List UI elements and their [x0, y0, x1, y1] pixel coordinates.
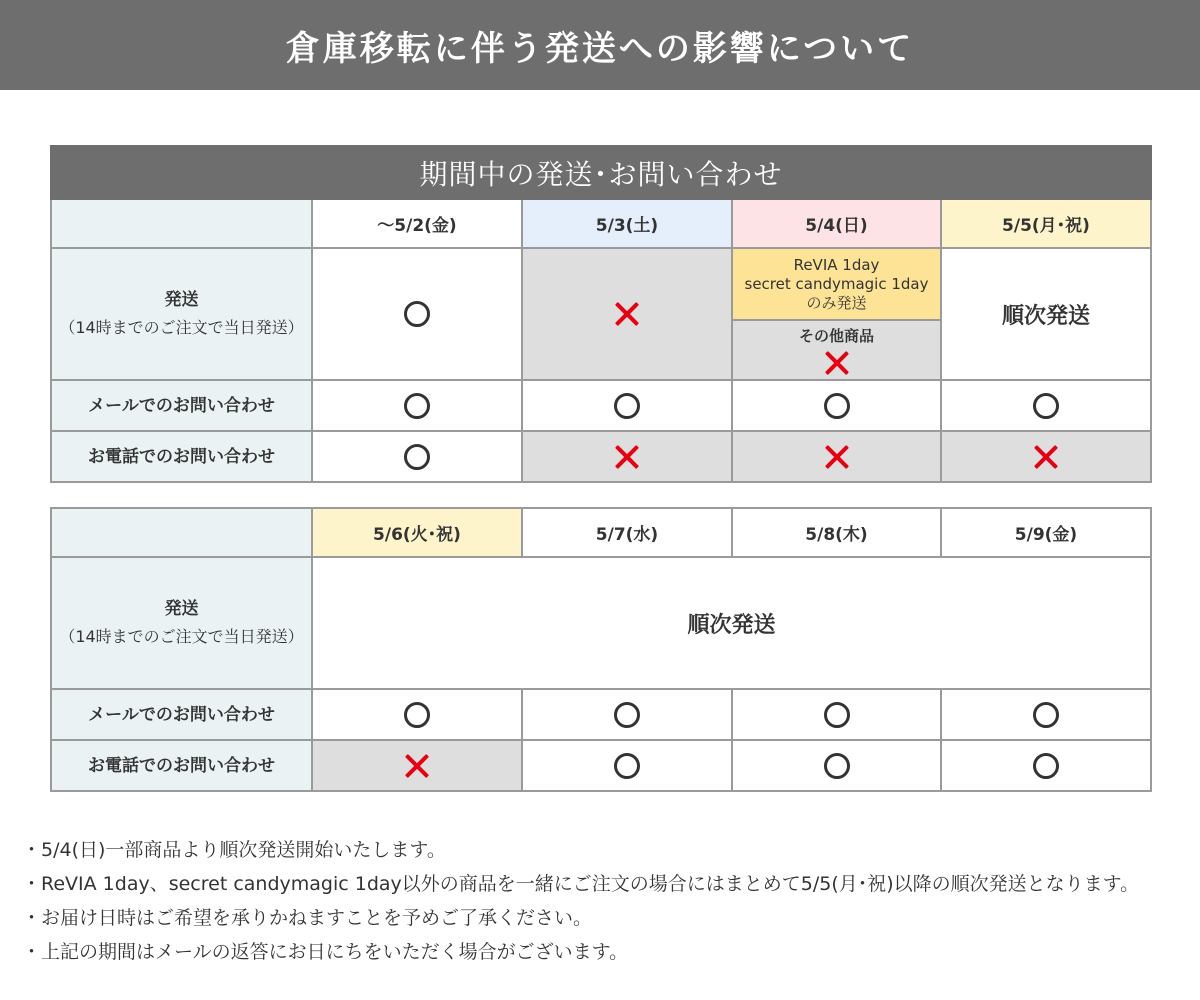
unavailable-cross-icon — [614, 444, 640, 470]
page-title-banner: 倉庫移転に伴う発送への影響について — [0, 0, 1200, 90]
date-header: 5/5(月･祝) — [941, 199, 1151, 248]
partial-line: のみ発送 — [806, 293, 867, 312]
status-cell — [522, 431, 732, 482]
row-label-text: 発送 — [164, 290, 199, 310]
partial-shipping-note — [733, 249, 940, 321]
available-circle-icon — [824, 753, 850, 779]
status-cell-sequential: 順次発送 — [941, 248, 1151, 380]
date-header: 5/3(土) — [522, 199, 732, 248]
available-circle-icon — [614, 753, 640, 779]
table-title: 期間中の発送･お問い合わせ — [51, 146, 1151, 199]
unavailable-cross-icon — [824, 350, 850, 376]
row-label-phone: お電話でのお問い合わせ — [51, 431, 312, 482]
row-label-sub: （14時までのご注文で当日発送） — [59, 318, 304, 337]
available-circle-icon — [614, 702, 640, 728]
date-header-row — [51, 199, 1151, 248]
available-circle-icon — [404, 702, 430, 728]
row-label-text: 発送 — [164, 599, 199, 619]
note-item: ・お届け日時はご希望を承りかねますことを予めご了承ください。 — [22, 907, 593, 929]
note-item: ・上記の期間はメールの返答にお日にちをいただく場合がございます。 — [22, 941, 629, 963]
status-cell — [941, 380, 1151, 431]
available-circle-icon — [824, 393, 850, 419]
row-label-sub: （14時までのご注文で当日発送） — [59, 627, 304, 646]
phone-row — [51, 740, 1151, 791]
shipping-row — [51, 248, 1151, 380]
note-item: ・ReVIA 1day、secret candymagic 1day以外の商品を一緒にご注文の場合にはまとめて5/5(月･祝)以降の順次発送となります。 — [22, 873, 1140, 895]
available-circle-icon — [1033, 753, 1059, 779]
date-header: 5/6(火･祝) — [312, 508, 522, 557]
note-item: ・5/4(日)一部商品より順次発送開始いたします。 — [22, 839, 446, 861]
shipping-row — [51, 557, 1151, 689]
unavailable-cross-icon — [614, 301, 640, 327]
mail-row — [51, 689, 1151, 740]
status-cell — [941, 740, 1151, 791]
available-circle-icon — [404, 393, 430, 419]
date-header: 5/7(水) — [522, 508, 732, 557]
status-cell-sequential: 順次発送 — [312, 557, 1151, 689]
row-label-shipping — [51, 557, 312, 689]
header-corner — [51, 508, 312, 557]
status-cell — [522, 740, 732, 791]
status-cell-partial — [732, 248, 941, 380]
status-cell — [522, 380, 732, 431]
date-header: 5/8(木) — [732, 508, 941, 557]
status-cell — [732, 740, 941, 791]
unavailable-cross-icon — [1033, 444, 1059, 470]
available-circle-icon — [1033, 393, 1059, 419]
status-cell — [732, 689, 941, 740]
mail-row — [51, 380, 1151, 431]
status-cell — [732, 380, 941, 431]
unavailable-cross-icon — [824, 444, 850, 470]
date-header: 5/9(金) — [941, 508, 1151, 557]
phone-row — [51, 431, 1151, 482]
row-label-shipping — [51, 248, 312, 380]
available-circle-icon — [614, 393, 640, 419]
status-cell — [312, 689, 522, 740]
available-circle-icon — [404, 444, 430, 470]
status-cell — [312, 248, 522, 380]
partial-line: ReVIA 1day — [793, 255, 880, 274]
status-cell — [941, 431, 1151, 482]
status-cell — [312, 740, 522, 791]
row-label-mail: メールでのお問い合わせ — [51, 689, 312, 740]
partial-line: secret candymagic 1day — [744, 274, 929, 293]
status-cell — [732, 431, 941, 482]
row-label-mail: メールでのお問い合わせ — [51, 380, 312, 431]
status-cell — [312, 380, 522, 431]
status-cell — [312, 431, 522, 482]
available-circle-icon — [1033, 702, 1059, 728]
unavailable-cross-icon — [404, 753, 430, 779]
schedule-table-1 — [50, 145, 1152, 483]
date-header-row — [51, 508, 1151, 557]
available-circle-icon — [824, 702, 850, 728]
other-products-label: その他商品 — [798, 326, 874, 345]
status-cell — [522, 248, 732, 380]
status-cell — [522, 689, 732, 740]
other-products-note — [733, 321, 940, 379]
status-cell — [941, 689, 1151, 740]
available-circle-icon — [404, 301, 430, 327]
row-label-phone: お電話でのお問い合わせ — [51, 740, 312, 791]
notes-list — [22, 833, 1139, 969]
date-header: ～5/2(金) — [312, 199, 522, 248]
header-corner — [51, 199, 312, 248]
date-header: 5/4(日) — [732, 199, 941, 248]
schedule-table-2 — [50, 507, 1152, 792]
